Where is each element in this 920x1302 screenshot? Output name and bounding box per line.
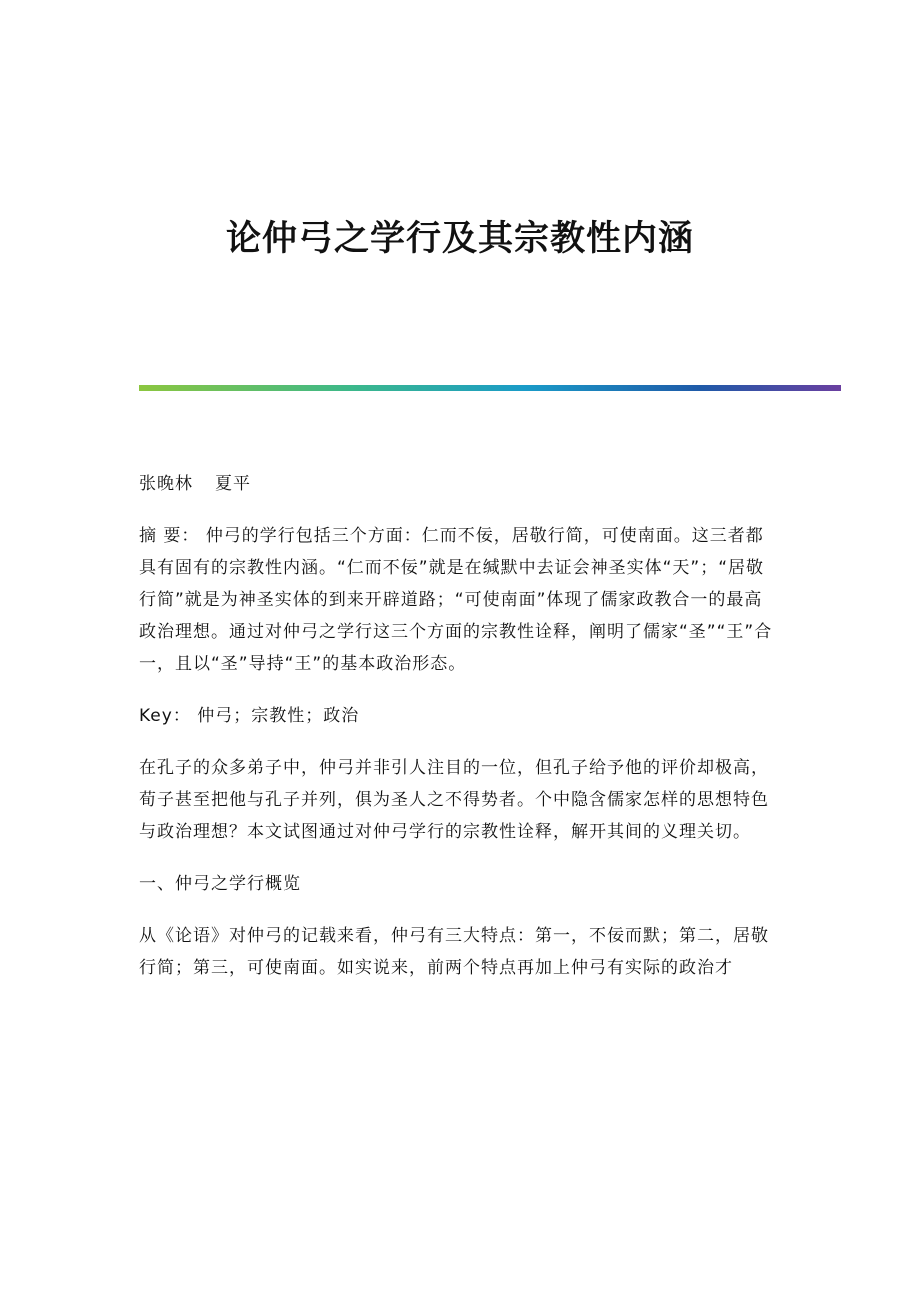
abstract-label: 摘 要： <box>139 526 200 546</box>
title-divider <box>139 385 841 391</box>
author-1: 张晚林 <box>139 474 193 494</box>
abstract-text: 仲弓的学行包括三个方面：仁而不佞，居敬行简，可使南面。这三者都具有固有的宗教性内涵。“仁而不佞”就是在缄默中去证会神圣实体“天”；“居敬行简”就是为神圣实体的到来开辟道路；“可使南面”体现了儒家政教合一的最高政治理想。通过对仲弓之学行这三个方面的宗教性诠释，阐明了儒家“圣”“王”合一，且以“圣”导持“王”的基本政治形态。 <box>139 526 773 674</box>
document-body <box>139 468 779 1004</box>
keywords <box>139 700 779 732</box>
keywords-text: 仲弓；宗教性；政治 <box>197 706 360 726</box>
abstract <box>139 520 779 680</box>
section-paragraph: 从《论语》对仲弓的记载来看，仲弓有三大特点：第一，不佞而默；第二，居敬行简；第三，可使南面。如实说来，前两个特点再加上仲弓有实际的政治才 <box>139 926 769 978</box>
author-2: 夏平 <box>215 474 251 494</box>
authors-line <box>139 468 779 500</box>
section-heading: 一、仲弓之学行概览 <box>139 874 301 894</box>
intro-paragraph: 在孔子的众多弟子中，仲弓并非引人注目的一位，但孔子给予他的评价却极高，荀子甚至把他与孔子并列，俱为圣人之不得势者。个中隐含儒家怎样的思想特色与政治理想？本文试图通过对仲弓学行的宗教性诠释，解开其间的义理关切。 <box>139 758 769 842</box>
document-title: 论仲弓之学行及其宗教性内涵 <box>225 218 694 259</box>
keywords-label: Key： <box>139 706 191 726</box>
